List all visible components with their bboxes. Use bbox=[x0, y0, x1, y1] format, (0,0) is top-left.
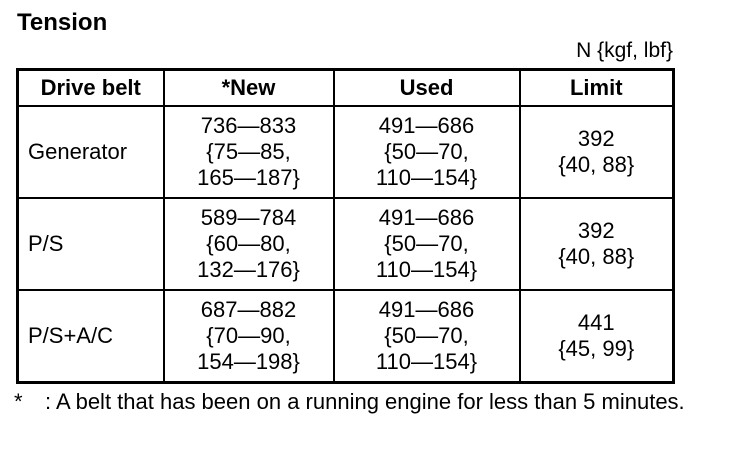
cell-line: {70—90, bbox=[206, 323, 291, 348]
footnote-text: : A belt that has been on a running engine for less than 5 minutes. bbox=[45, 389, 685, 414]
cell-line: {40, 88} bbox=[558, 152, 635, 177]
cell-line: 110—154} bbox=[375, 165, 478, 190]
cell-new bbox=[164, 106, 334, 198]
table-row bbox=[18, 290, 674, 383]
table-header-row bbox=[18, 70, 674, 107]
cell-line: {50—70, bbox=[384, 231, 469, 256]
cell-line: 687—882 bbox=[200, 297, 297, 322]
cell-line: 589—784 bbox=[200, 205, 297, 230]
units-label: N {kgf, lbf} bbox=[576, 39, 673, 62]
page-title: Tension bbox=[17, 9, 108, 36]
table-row bbox=[18, 198, 674, 290]
cell-new bbox=[164, 198, 334, 290]
cell-used bbox=[334, 198, 520, 290]
column-header-used: Used bbox=[334, 70, 520, 107]
cell-new bbox=[164, 290, 334, 383]
cell-line: 392 bbox=[577, 218, 615, 243]
table-row bbox=[18, 106, 674, 198]
cell-line: {50—70, bbox=[384, 323, 469, 348]
belt-tension-table bbox=[16, 68, 675, 384]
cell-line: {50—70, bbox=[384, 139, 469, 164]
cell-line: 165—187} bbox=[197, 165, 300, 190]
cell-line: {75—85, bbox=[206, 139, 291, 164]
cell-line: 110—154} bbox=[375, 349, 478, 374]
column-header-drive-belt: Drive belt bbox=[18, 70, 164, 107]
cell-line: 491—686 bbox=[378, 205, 475, 230]
cell-line: 491—686 bbox=[378, 113, 475, 138]
cell-used bbox=[334, 106, 520, 198]
cell-drive-belt: Generator bbox=[18, 106, 164, 198]
column-header-new: *New bbox=[164, 70, 334, 107]
footnote-marker: * bbox=[14, 389, 23, 414]
cell-line: {45, 99} bbox=[558, 336, 635, 361]
cell-line: 154—198} bbox=[197, 349, 300, 374]
cell-line: 110—154} bbox=[375, 257, 478, 282]
column-header-limit: Limit bbox=[520, 70, 674, 107]
cell-line: {60—80, bbox=[206, 231, 291, 256]
cell-line: 132—176} bbox=[197, 257, 300, 282]
cell-line: 392 bbox=[577, 126, 615, 151]
cell-line: 736—833 bbox=[200, 113, 297, 138]
cell-line: 491—686 bbox=[378, 297, 475, 322]
cell-limit bbox=[520, 106, 674, 198]
cell-drive-belt: P/S bbox=[18, 198, 164, 290]
cell-limit bbox=[520, 198, 674, 290]
cell-drive-belt: P/S+A/C bbox=[18, 290, 164, 383]
cell-line: {40, 88} bbox=[558, 244, 635, 269]
cell-used bbox=[334, 290, 520, 383]
cell-limit bbox=[520, 290, 674, 383]
cell-line: 441 bbox=[577, 310, 615, 335]
